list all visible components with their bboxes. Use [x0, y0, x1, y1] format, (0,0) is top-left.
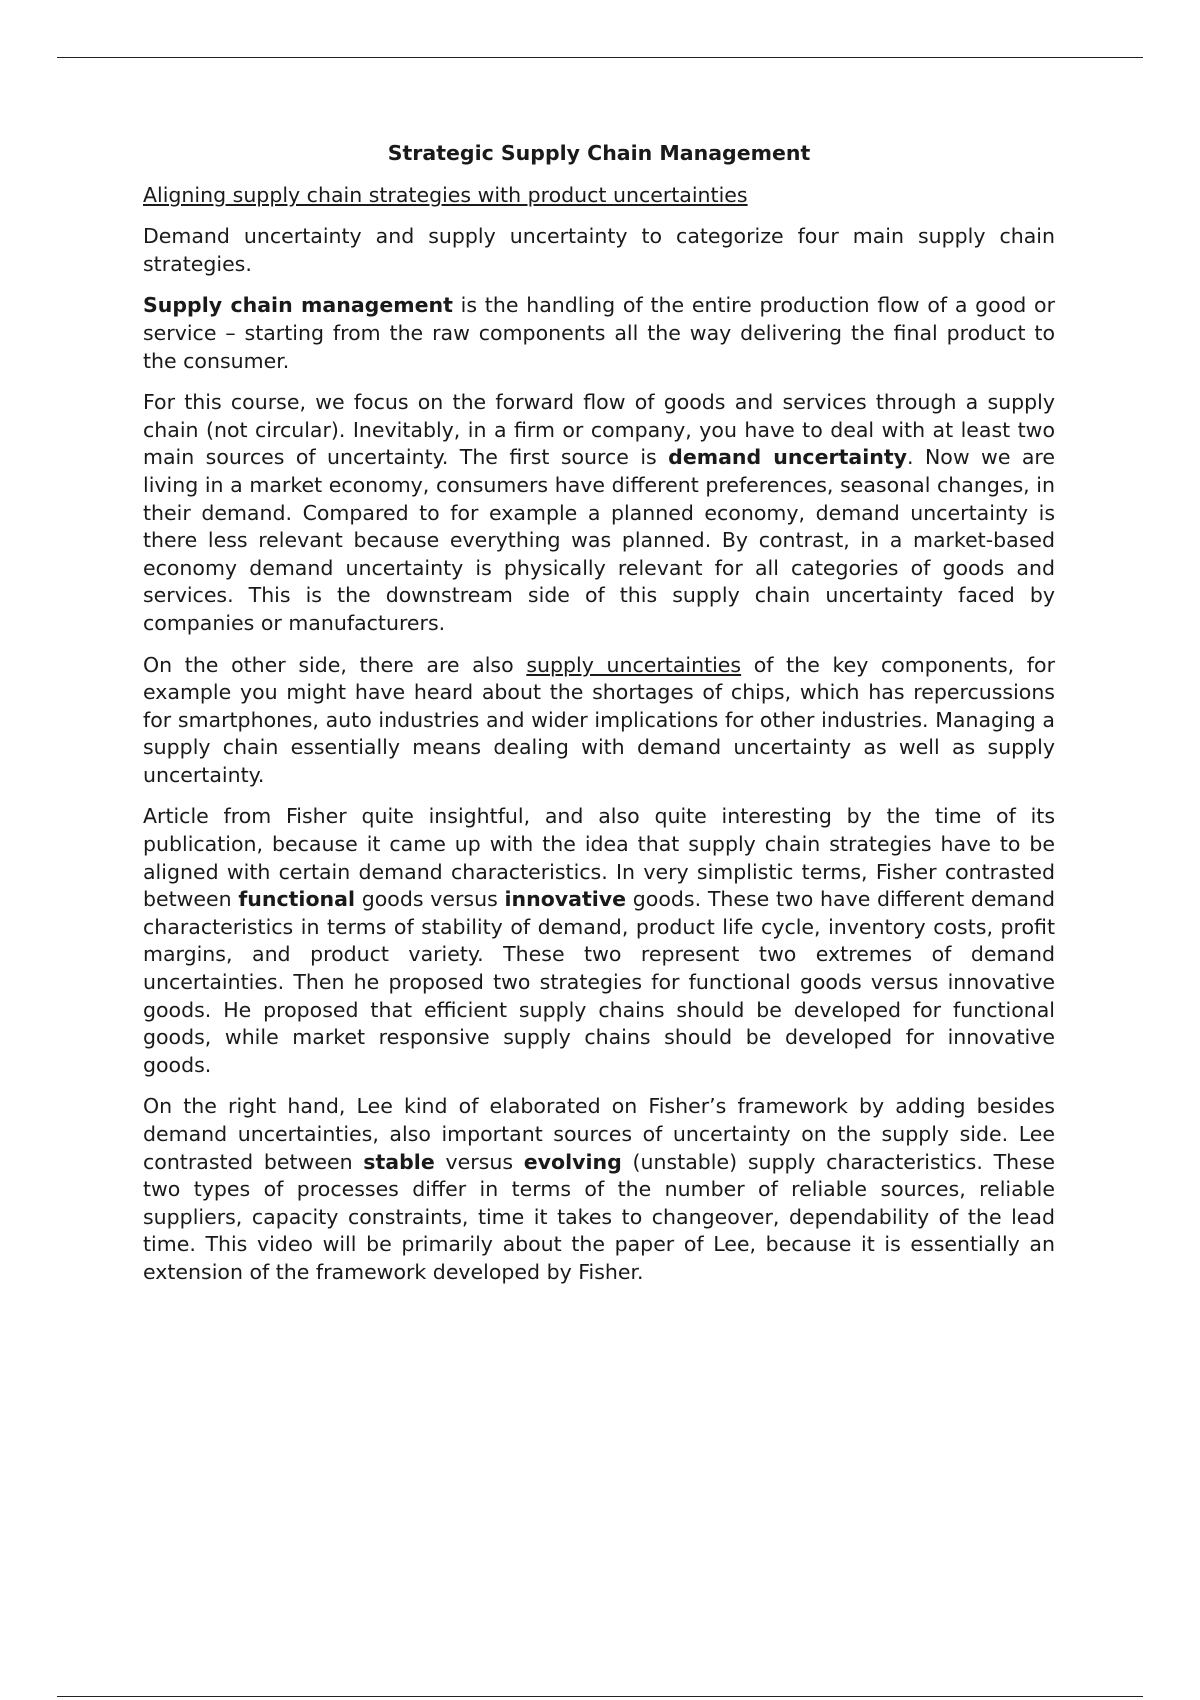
footer-rule — [57, 1696, 1143, 1697]
document-title: Strategic Supply Chain Management — [387, 141, 811, 165]
paragraph-text: On the other side, there are also — [143, 652, 527, 677]
header-rule — [57, 57, 1143, 58]
paragraph-text: is the handling of the entire production flow of a good or service – starting from the raw components all the way delivering the final product to the consumer. — [143, 293, 1056, 373]
bold-term-demand-uncertainty: demand uncertainty — [668, 445, 908, 470]
paragraph-definition — [143, 292, 1055, 375]
underlined-term-supply-uncertainties: supply uncertainties — [526, 652, 742, 677]
paragraph-supply-uncertainty — [143, 652, 1055, 790]
paragraph-text: of the key components, for example you might have heard about the shortages of chips, which has repercussions for smartphones, auto industries and wider implications for other industries. Managing a supply chain essentially means dealing with demand uncertainty as well as supply uncertainty. — [143, 652, 1055, 787]
paragraph-text: versus — [434, 1149, 524, 1174]
paragraph-text: On the right hand, Lee kind of elaborated on Fisher’s framework by adding besides demand uncertainties, also important sources of uncertainty on the supply side. Lee contrasted between — [143, 1094, 1055, 1174]
paragraph-text: Article from Fisher quite insightful, and also quite interesting by the time of its publication, because it came up with the idea that supply chain strategies have to be aligned with certain demand characteristics. In very simplistic terms, Fisher contrasted between — [143, 804, 1055, 912]
bold-term-functional: functional — [238, 887, 355, 912]
paragraph-demand-uncertainty — [143, 389, 1055, 637]
paragraph-text: goods versus — [355, 887, 505, 912]
section-subtitle: Aligning supply chain strategies with product uncertainties — [143, 182, 748, 207]
bold-term-supply-chain-management: Supply chain management — [143, 293, 453, 318]
paragraph-text: . Now we are living in a market economy, consumers have different preferences, seasonal changes, in their demand. Compared to for example a planned economy, demand uncertainty is there less relevant because everything was planned. By contrast, in a market-based economy demand uncertainty is physically relevant for all categories of goods and services. This is the downstream side of this supply chain uncertainty faced by companies or manufacturers. — [143, 445, 1056, 635]
paragraph-text: goods. These two have different demand characteristics in terms of stability of demand, product life cycle, inventory costs, profit margins, and product variety. These two represent two extremes of demand uncertainties. Then he proposed two strategies for functional goods versus innovative goods. He proposed that efficient supply chains should be developed for functional goods, while market responsive supply chains should be developed for innovative goods. — [143, 887, 1055, 1077]
paragraph-text: For this course, we focus on the forward flow of goods and services through a supply chain (not circular). Inevitably, in a firm or company, you have to deal with at least two main sources of uncertainty. The first source is — [143, 390, 1055, 470]
bold-term-evolving: evolving — [523, 1149, 622, 1174]
bold-term-innovative: innovative — [504, 887, 627, 912]
document-body — [143, 140, 1055, 1301]
paragraph-fisher — [143, 803, 1055, 1079]
paragraph-intro: Demand uncertainty and supply uncertainty to categorize four main supply chain strategies. — [143, 224, 1055, 276]
paragraph-lee — [143, 1093, 1055, 1286]
bold-term-stable: stable — [363, 1149, 435, 1174]
paragraph-text: (unstable) supply characteristics. These two types of processes differ in terms of the number of reliable sources, reliable suppliers, capacity constraints, time it takes to changeover, dependability of the lead time. This video will be primarily about the paper of Lee, because it is essentially an extension of the framework developed by Fisher. — [143, 1149, 1056, 1284]
